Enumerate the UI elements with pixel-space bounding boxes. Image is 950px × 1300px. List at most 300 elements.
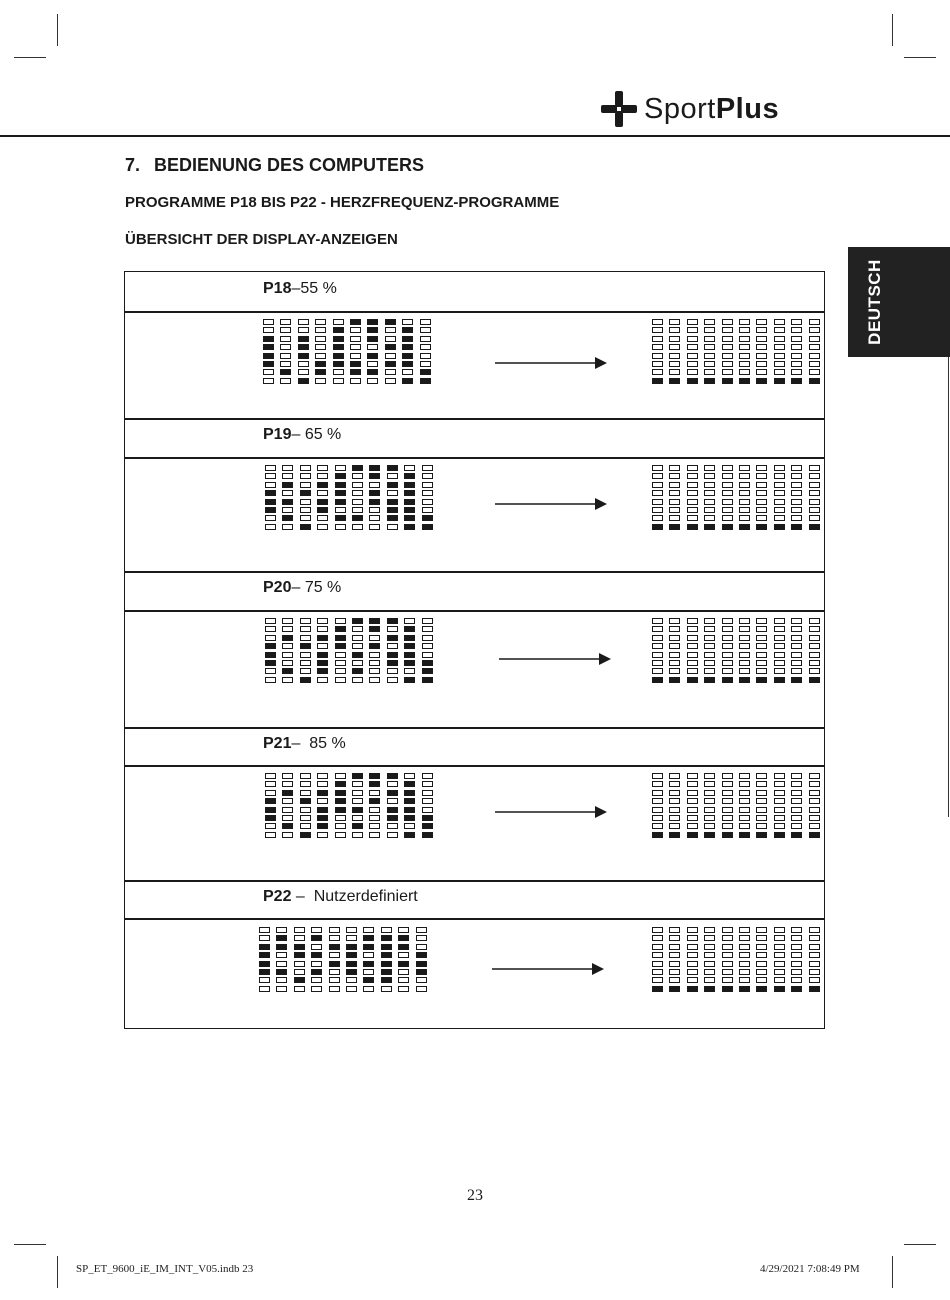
matrix-cell (387, 482, 398, 488)
matrix-cell (687, 677, 698, 683)
row-divider (125, 610, 824, 612)
matrix-cell (809, 652, 820, 658)
matrix-cell (756, 465, 767, 471)
matrix-cell (422, 499, 433, 505)
matrix-cell (652, 336, 663, 342)
matrix-cell (276, 986, 287, 992)
matrix-cell (259, 969, 270, 975)
matrix-cell (402, 319, 413, 325)
matrix-cell (294, 977, 305, 983)
matrix-cell (294, 952, 305, 958)
matrix-cell (669, 643, 680, 649)
matrix-cell (791, 652, 802, 658)
matrix-cell (282, 499, 293, 505)
matrix-cell (722, 635, 733, 641)
matrix-cell (317, 832, 328, 838)
matrix-cell (652, 773, 663, 779)
matrix-cell (385, 344, 396, 350)
matrix-cell (317, 490, 328, 496)
program-intensity: – 75 % (291, 579, 342, 596)
matrix-cell (774, 798, 785, 804)
matrix-cell (739, 524, 750, 530)
matrix-cell (402, 378, 413, 384)
matrix-cell (352, 668, 363, 674)
matrix-cell (387, 790, 398, 796)
matrix-cell (652, 361, 663, 367)
matrix-cell (669, 319, 680, 325)
matrix-cell (381, 977, 392, 983)
matrix-cell (335, 798, 346, 804)
matrix-cell (652, 986, 663, 992)
matrix-cell (739, 660, 750, 666)
matrix-cell (422, 652, 433, 658)
matrix-cell (404, 643, 415, 649)
matrix-cell (420, 336, 431, 342)
matrix-cell (756, 927, 767, 933)
matrix-cell (317, 773, 328, 779)
matrix-cell (687, 969, 698, 975)
matrix-cell (369, 482, 380, 488)
matrix-cell (280, 336, 291, 342)
matrix-cell (687, 935, 698, 941)
crop-mark (892, 14, 893, 46)
matrix-cell (704, 524, 715, 530)
row-divider (125, 727, 824, 729)
matrix-cell (416, 952, 427, 958)
matrix-cell (739, 823, 750, 829)
matrix-cell (756, 935, 767, 941)
end-display-matrix (652, 773, 826, 840)
matrix-cell (722, 660, 733, 666)
matrix-cell (350, 327, 361, 333)
matrix-cell (416, 977, 427, 983)
matrix-cell (791, 490, 802, 496)
matrix-cell (756, 832, 767, 838)
matrix-cell (317, 482, 328, 488)
matrix-cell (335, 524, 346, 530)
matrix-cell (791, 677, 802, 683)
matrix-cell (722, 798, 733, 804)
matrix-cell (687, 515, 698, 521)
matrix-cell (669, 353, 680, 359)
matrix-cell (369, 815, 380, 821)
matrix-cell (652, 353, 663, 359)
matrix-cell (756, 490, 767, 496)
matrix-cell (276, 952, 287, 958)
matrix-cell (809, 961, 820, 967)
matrix-cell (317, 465, 328, 471)
matrix-cell (352, 515, 363, 521)
matrix-cell (687, 823, 698, 829)
program-label-p18 (263, 280, 337, 298)
matrix-cell (280, 344, 291, 350)
matrix-cell (669, 927, 680, 933)
matrix-cell (756, 798, 767, 804)
matrix-cell (335, 515, 346, 521)
matrix-cell (387, 499, 398, 505)
matrix-cell (369, 807, 380, 813)
matrix-cell (422, 643, 433, 649)
matrix-cell (687, 977, 698, 983)
matrix-cell (774, 635, 785, 641)
matrix-cell (722, 832, 733, 838)
matrix-cell (791, 668, 802, 674)
matrix-cell (333, 353, 344, 359)
matrix-cell (722, 643, 733, 649)
matrix-cell (265, 807, 276, 813)
matrix-cell (350, 336, 361, 342)
matrix-cell (387, 643, 398, 649)
matrix-cell (335, 790, 346, 796)
matrix-cell (265, 643, 276, 649)
matrix-cell (704, 369, 715, 375)
matrix-cell (722, 977, 733, 983)
matrix-cell (687, 773, 698, 779)
matrix-cell (404, 815, 415, 821)
matrix-cell (722, 652, 733, 658)
matrix-cell (317, 815, 328, 821)
matrix-cell (300, 652, 311, 658)
matrix-cell (335, 465, 346, 471)
matrix-cell (387, 626, 398, 632)
matrix-cell (652, 790, 663, 796)
matrix-cell (311, 969, 322, 975)
matrix-cell (265, 473, 276, 479)
matrix-cell (756, 618, 767, 624)
matrix-cell (294, 986, 305, 992)
matrix-cell (756, 369, 767, 375)
matrix-cell (300, 635, 311, 641)
matrix-cell (739, 832, 750, 838)
matrix-cell (756, 952, 767, 958)
matrix-cell (652, 652, 663, 658)
matrix-cell (420, 327, 431, 333)
matrix-cell (652, 927, 663, 933)
row-divider (125, 571, 824, 573)
matrix-cell (809, 927, 820, 933)
matrix-cell (317, 668, 328, 674)
matrix-cell (317, 524, 328, 530)
matrix-cell (300, 515, 311, 521)
matrix-cell (265, 815, 276, 821)
matrix-cell (809, 369, 820, 375)
matrix-cell (756, 823, 767, 829)
matrix-cell (404, 832, 415, 838)
matrix-cell (791, 952, 802, 958)
matrix-cell (422, 781, 433, 787)
matrix-cell (282, 524, 293, 530)
matrix-cell (809, 660, 820, 666)
matrix-cell (809, 618, 820, 624)
matrix-cell (416, 961, 427, 967)
matrix-cell (739, 635, 750, 641)
matrix-cell (329, 986, 340, 992)
matrix-cell (809, 327, 820, 333)
matrix-cell (350, 361, 361, 367)
matrix-cell (280, 369, 291, 375)
matrix-cell (404, 490, 415, 496)
matrix-cell (265, 507, 276, 513)
matrix-cell (669, 507, 680, 513)
matrix-cell (669, 944, 680, 950)
matrix-cell (259, 977, 270, 983)
matrix-cell (352, 507, 363, 513)
matrix-cell (774, 668, 785, 674)
matrix-cell (722, 515, 733, 521)
matrix-cell (402, 336, 413, 342)
matrix-cell (669, 499, 680, 505)
matrix-cell (791, 935, 802, 941)
matrix-cell (791, 773, 802, 779)
matrix-cell (317, 660, 328, 666)
matrix-cell (300, 660, 311, 666)
matrix-cell (722, 361, 733, 367)
matrix-cell (687, 635, 698, 641)
matrix-cell (722, 336, 733, 342)
matrix-cell (387, 660, 398, 666)
matrix-cell (352, 815, 363, 821)
matrix-cell (722, 618, 733, 624)
matrix-cell (381, 944, 392, 950)
matrix-cell (791, 482, 802, 488)
matrix-cell (352, 832, 363, 838)
matrix-cell (369, 660, 380, 666)
matrix-cell (311, 986, 322, 992)
matrix-cell (367, 353, 378, 359)
matrix-cell (263, 319, 274, 325)
matrix-cell (280, 319, 291, 325)
matrix-cell (704, 507, 715, 513)
matrix-cell (398, 986, 409, 992)
matrix-cell (704, 473, 715, 479)
matrix-cell (669, 652, 680, 658)
matrix-cell (346, 935, 357, 941)
matrix-cell (300, 807, 311, 813)
matrix-cell (652, 524, 663, 530)
matrix-cell (704, 353, 715, 359)
matrix-cell (774, 490, 785, 496)
matrix-cell (404, 807, 415, 813)
matrix-cell (791, 336, 802, 342)
matrix-cell (669, 336, 680, 342)
matrix-cell (809, 361, 820, 367)
matrix-cell (791, 353, 802, 359)
matrix-cell (369, 473, 380, 479)
header-rule (0, 135, 950, 137)
matrix-cell (652, 635, 663, 641)
matrix-cell (259, 952, 270, 958)
matrix-cell (687, 319, 698, 325)
matrix-cell (300, 643, 311, 649)
matrix-cell (774, 823, 785, 829)
matrix-cell (300, 490, 311, 496)
matrix-cell (335, 507, 346, 513)
matrix-cell (739, 807, 750, 813)
matrix-cell (756, 361, 767, 367)
matrix-cell (809, 473, 820, 479)
matrix-cell (669, 635, 680, 641)
matrix-cell (335, 815, 346, 821)
matrix-cell (276, 944, 287, 950)
matrix-cell (369, 790, 380, 796)
matrix-cell (300, 507, 311, 513)
matrix-cell (422, 832, 433, 838)
matrix-cell (704, 490, 715, 496)
matrix-cell (809, 677, 820, 683)
row-divider (125, 311, 824, 313)
matrix-cell (722, 961, 733, 967)
matrix-cell (809, 336, 820, 342)
matrix-cell (263, 369, 274, 375)
matrix-cell (404, 660, 415, 666)
matrix-cell (387, 823, 398, 829)
matrix-cell (687, 344, 698, 350)
matrix-cell (381, 986, 392, 992)
matrix-cell (687, 807, 698, 813)
matrix-cell (652, 490, 663, 496)
matrix-cell (669, 815, 680, 821)
matrix-cell (422, 482, 433, 488)
matrix-cell (387, 635, 398, 641)
matrix-cell (687, 361, 698, 367)
matrix-cell (263, 378, 274, 384)
matrix-cell (420, 378, 431, 384)
matrix-cell (404, 473, 415, 479)
matrix-cell (756, 353, 767, 359)
matrix-cell (317, 652, 328, 658)
matrix-cell (669, 618, 680, 624)
matrix-cell (809, 781, 820, 787)
matrix-cell (652, 977, 663, 983)
program-label-p21 (263, 735, 346, 753)
matrix-cell (381, 952, 392, 958)
matrix-cell (687, 626, 698, 632)
matrix-cell (652, 815, 663, 821)
matrix-cell (809, 524, 820, 530)
matrix-cell (352, 482, 363, 488)
matrix-cell (722, 319, 733, 325)
matrix-cell (315, 336, 326, 342)
matrix-cell (722, 807, 733, 813)
matrix-cell (387, 524, 398, 530)
arrow-right-icon (492, 963, 604, 975)
program-intensity: – Nutzerdefiniert (291, 888, 418, 905)
row-divider (125, 765, 824, 767)
matrix-cell (259, 927, 270, 933)
matrix-cell (317, 499, 328, 505)
matrix-cell (809, 319, 820, 325)
matrix-cell (669, 977, 680, 983)
matrix-cell (385, 353, 396, 359)
matrix-cell (265, 465, 276, 471)
matrix-cell (739, 781, 750, 787)
matrix-cell (265, 823, 276, 829)
matrix-cell (317, 781, 328, 787)
matrix-cell (346, 969, 357, 975)
start-display-matrix (259, 927, 433, 994)
matrix-cell (809, 482, 820, 488)
matrix-cell (404, 677, 415, 683)
matrix-cell (329, 935, 340, 941)
matrix-cell (687, 378, 698, 384)
matrix-cell (352, 798, 363, 804)
matrix-cell (363, 944, 374, 950)
matrix-cell (739, 336, 750, 342)
matrix-cell (367, 336, 378, 342)
matrix-cell (363, 952, 374, 958)
matrix-cell (774, 773, 785, 779)
matrix-cell (335, 490, 346, 496)
matrix-cell (402, 344, 413, 350)
matrix-cell (791, 807, 802, 813)
matrix-cell (809, 952, 820, 958)
matrix-cell (704, 815, 715, 821)
matrix-cell (369, 465, 380, 471)
crop-mark (892, 1256, 893, 1288)
matrix-cell (774, 961, 785, 967)
matrix-cell (669, 677, 680, 683)
matrix-cell (265, 626, 276, 632)
matrix-cell (722, 677, 733, 683)
matrix-cell (704, 336, 715, 342)
matrix-cell (722, 781, 733, 787)
matrix-cell (300, 499, 311, 505)
matrix-cell (298, 336, 309, 342)
matrix-cell (687, 482, 698, 488)
matrix-cell (704, 378, 715, 384)
matrix-cell (404, 823, 415, 829)
matrix-cell (669, 490, 680, 496)
matrix-cell (687, 832, 698, 838)
matrix-cell (294, 935, 305, 941)
matrix-cell (652, 319, 663, 325)
matrix-cell (282, 473, 293, 479)
matrix-cell (739, 327, 750, 333)
matrix-cell (398, 952, 409, 958)
matrix-cell (774, 815, 785, 821)
matrix-cell (335, 660, 346, 666)
matrix-cell (809, 823, 820, 829)
matrix-cell (669, 969, 680, 975)
matrix-cell (329, 969, 340, 975)
program-code: P21 (263, 735, 292, 752)
matrix-cell (791, 618, 802, 624)
matrix-cell (669, 327, 680, 333)
matrix-cell (722, 668, 733, 674)
matrix-cell (259, 944, 270, 950)
matrix-cell (791, 361, 802, 367)
matrix-cell (387, 832, 398, 838)
matrix-cell (791, 660, 802, 666)
matrix-cell (420, 369, 431, 375)
matrix-cell (311, 977, 322, 983)
matrix-cell (704, 927, 715, 933)
matrix-cell (422, 773, 433, 779)
matrix-cell (687, 524, 698, 530)
matrix-cell (282, 832, 293, 838)
matrix-cell (669, 935, 680, 941)
matrix-cell (739, 977, 750, 983)
matrix-cell (311, 944, 322, 950)
matrix-cell (369, 626, 380, 632)
matrix-cell (774, 319, 785, 325)
matrix-cell (739, 361, 750, 367)
matrix-cell (652, 969, 663, 975)
arrow-right-icon (495, 357, 607, 369)
matrix-cell (315, 327, 326, 333)
matrix-cell (704, 327, 715, 333)
matrix-cell (774, 935, 785, 941)
